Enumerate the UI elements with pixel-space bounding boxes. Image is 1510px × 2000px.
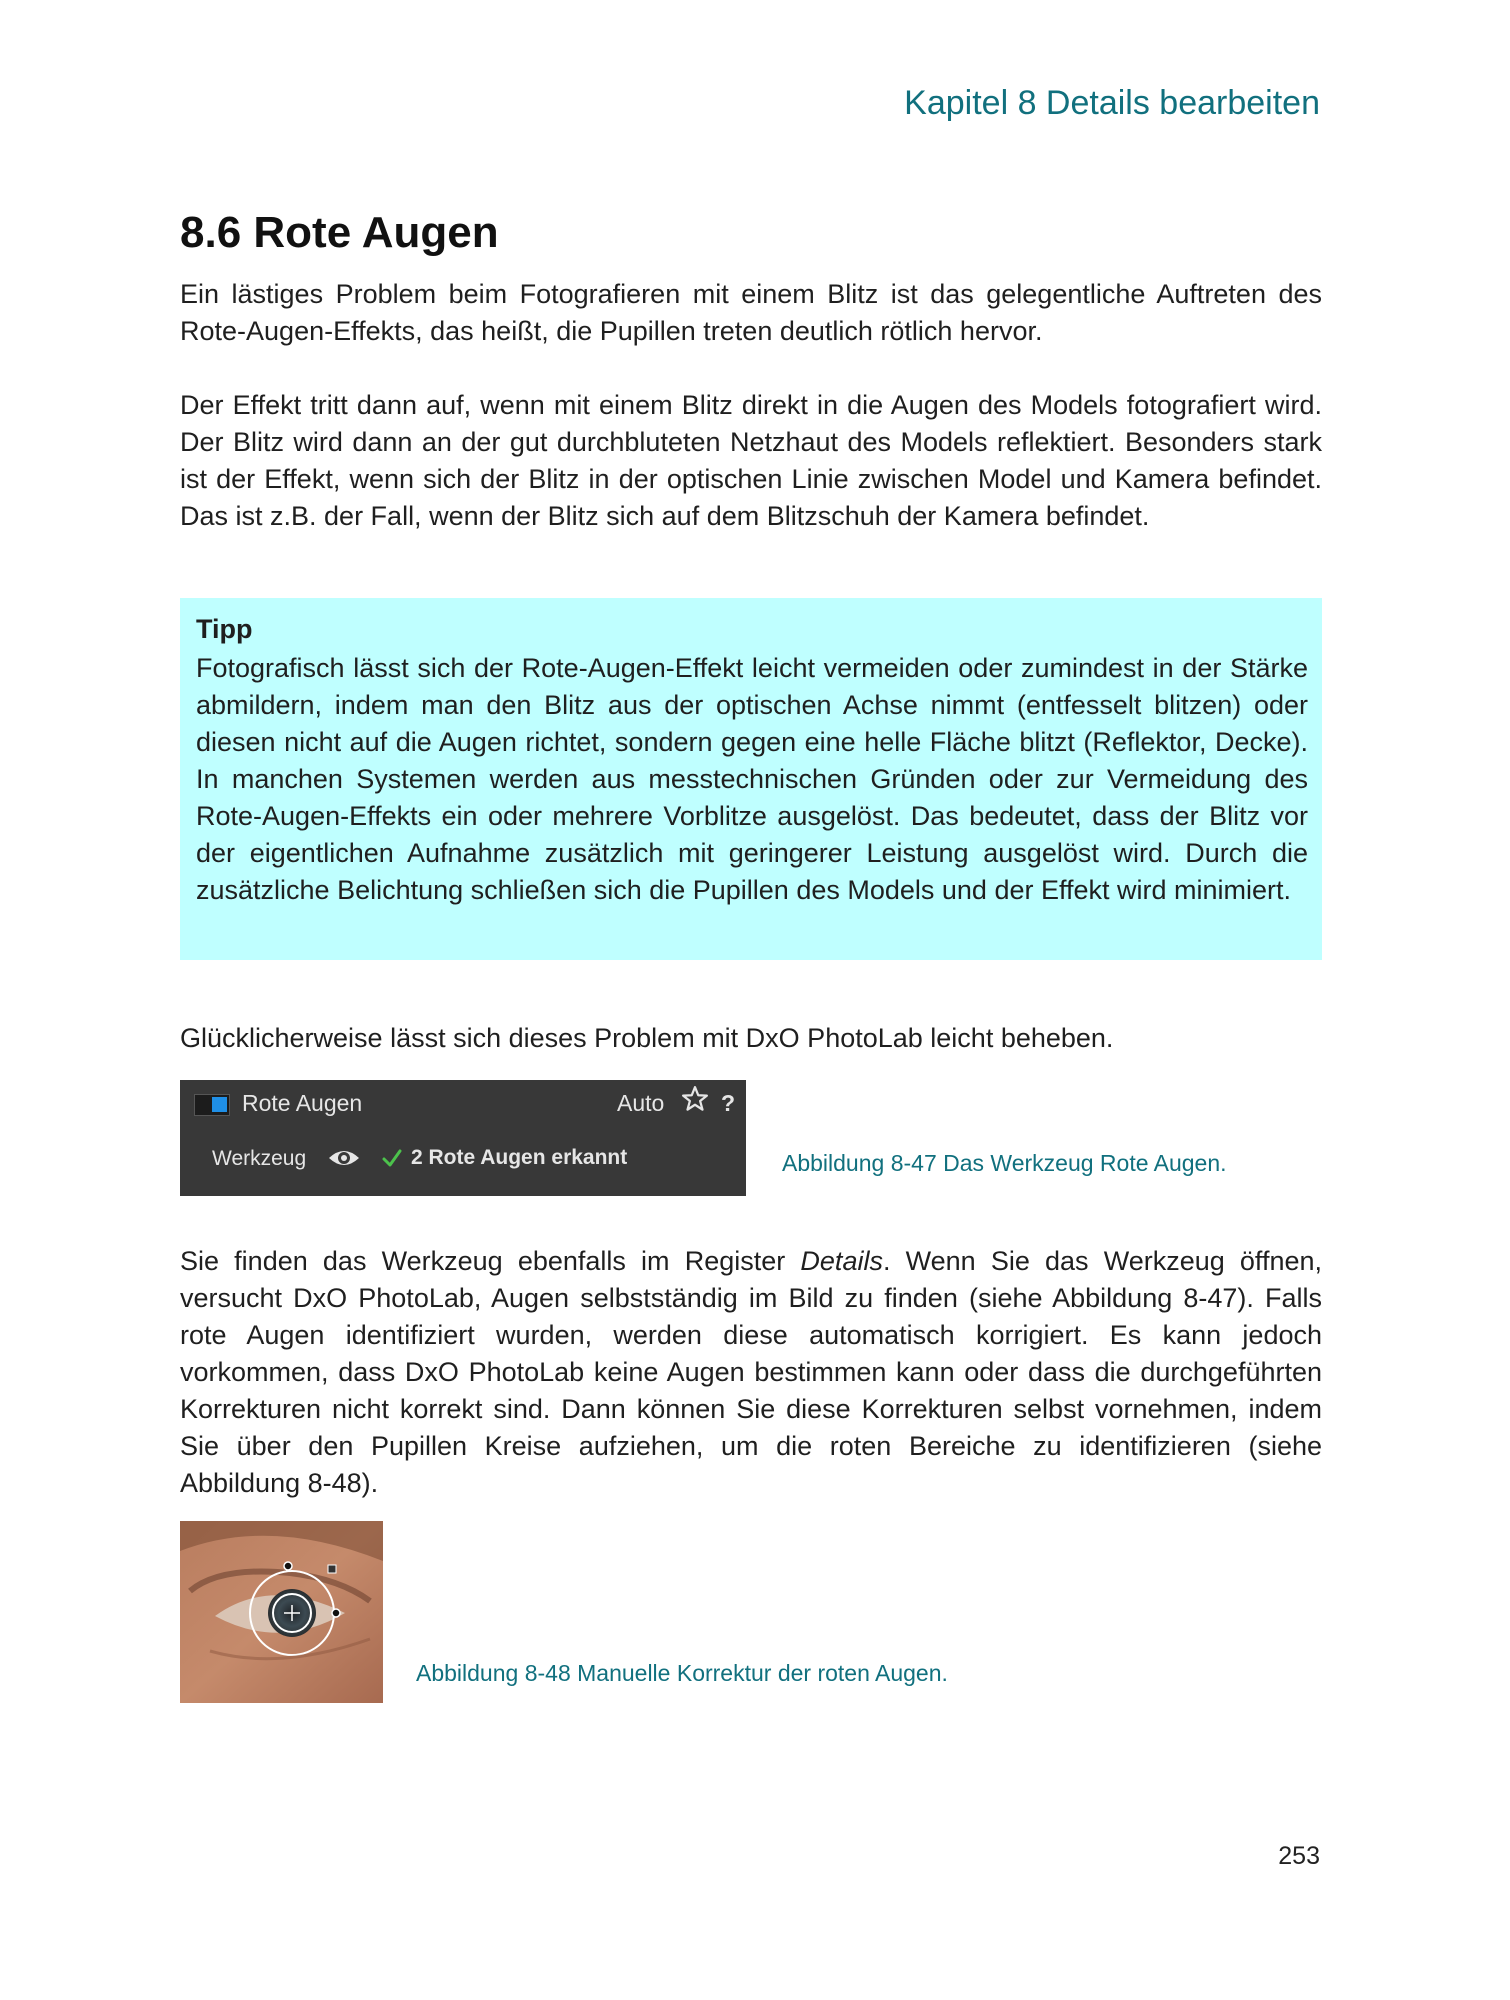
eye-icon[interactable] xyxy=(327,1146,361,1170)
paragraph-usage-start: Sie finden das Werkzeug ebenfalls im Register xyxy=(180,1246,801,1276)
tip-box xyxy=(180,598,1322,960)
figure-caption-8-47: Abbildung 8-47 Das Werkzeug Rote Augen. xyxy=(782,1150,1227,1176)
running-head: Kapitel 8 Details bearbeiten xyxy=(904,84,1320,122)
paragraph-usage-rest: . Wenn Sie das Werkzeug öffnen, versucht DxO PhotoLab, Augen selbstständig im Bild zu finden (siehe Abbildung 8-47). Falls rote Augen identifiziert wurden, werden diese automatisch korrigiert. Es kann jedoch vorkommen, dass DxO PhotoLab keine Augen bestimmen kann oder dass die durchgeführten Korrekturen nicht korrekt sind. Dann können Sie diese Korrekturen selbst vornehmen, indem Sie über den Pupillen Kreise aufziehen, um die roten Bereiche zu identifizieren (siehe Abbildung 8-48). xyxy=(180,1246,1322,1498)
tool-title: Rote Augen xyxy=(242,1090,363,1116)
auto-button[interactable]: Auto xyxy=(617,1090,665,1116)
tip-body: Fotografisch lässt sich der Rote-Augen-Effekt leicht vermeiden oder zumindest in der Stärke abmildern, indem man den Blitz aus der optischen Achse nimmt (entfesselt blitzen) oder diesen nicht auf die Augen richtet, sondern gegen eine helle Fläche blitzt (Reflektor, Decke). In manchen Systemen werden aus messtechnischen Gründen oder zur Vermeidung des Rote-Augen-Effekts ein oder mehrere Vorblitze ausgelöst. Das bedeutet, dass der Blitz vor der eigentlichen Aufnahme zusätzlich mit geringerer Leistung ausgelöst wird. Durch die zusätzliche Belichtung schließen sich die Pupillen des Models und der Effekt wird minimiert. xyxy=(196,653,1308,905)
paragraph-intro: Ein lästiges Problem beim Fotografieren mit einem Blitz ist das gelegentliche Auftreten des Rote-Augen-Effekts, das heißt, die Pupillen treten deutlich rötlich hervor. xyxy=(180,279,1322,346)
page-number: 253 xyxy=(1278,1842,1320,1870)
red-eye-tool-panel xyxy=(180,1080,746,1196)
paragraph-cause: Der Effekt tritt dann auf, wenn mit einem Blitz direkt in die Augen des Models fotografiert wird. Der Blitz wird dann an der gut durchbluteten Netzhaut des Models reflektiert. Besonders stark ist der Effekt, wenn sich der Blitz in der optischen Linie zwischen Model und Kamera befindet. Das ist z.B. der Fall, wenn der Blitz sich auf dem Blitzschuh der Kamera befindet. xyxy=(180,390,1322,531)
help-button[interactable]: ? xyxy=(721,1090,736,1116)
eye-photo xyxy=(180,1521,383,1703)
star-icon[interactable] xyxy=(680,1084,710,1114)
figure-caption-8-48: Abbildung 8-48 Manuelle Korrektur der roten Augen. xyxy=(416,1660,948,1686)
section-title: 8.6 Rote Augen xyxy=(180,208,499,257)
detection-status: 2 Rote Augen erkannt xyxy=(411,1146,628,1169)
register-name: Details xyxy=(800,1246,883,1276)
check-icon xyxy=(380,1146,404,1170)
paragraph-solution: Glücklicherweise lässt sich dieses Problem mit DxO PhotoLab leicht beheben. xyxy=(180,1023,1114,1053)
tip-title: Tipp xyxy=(196,614,253,644)
tool-toggle[interactable] xyxy=(194,1094,230,1116)
tool-label: Werkzeug xyxy=(212,1147,307,1170)
toggle-indicator xyxy=(212,1097,227,1112)
paragraph-usage xyxy=(180,1243,1322,1502)
